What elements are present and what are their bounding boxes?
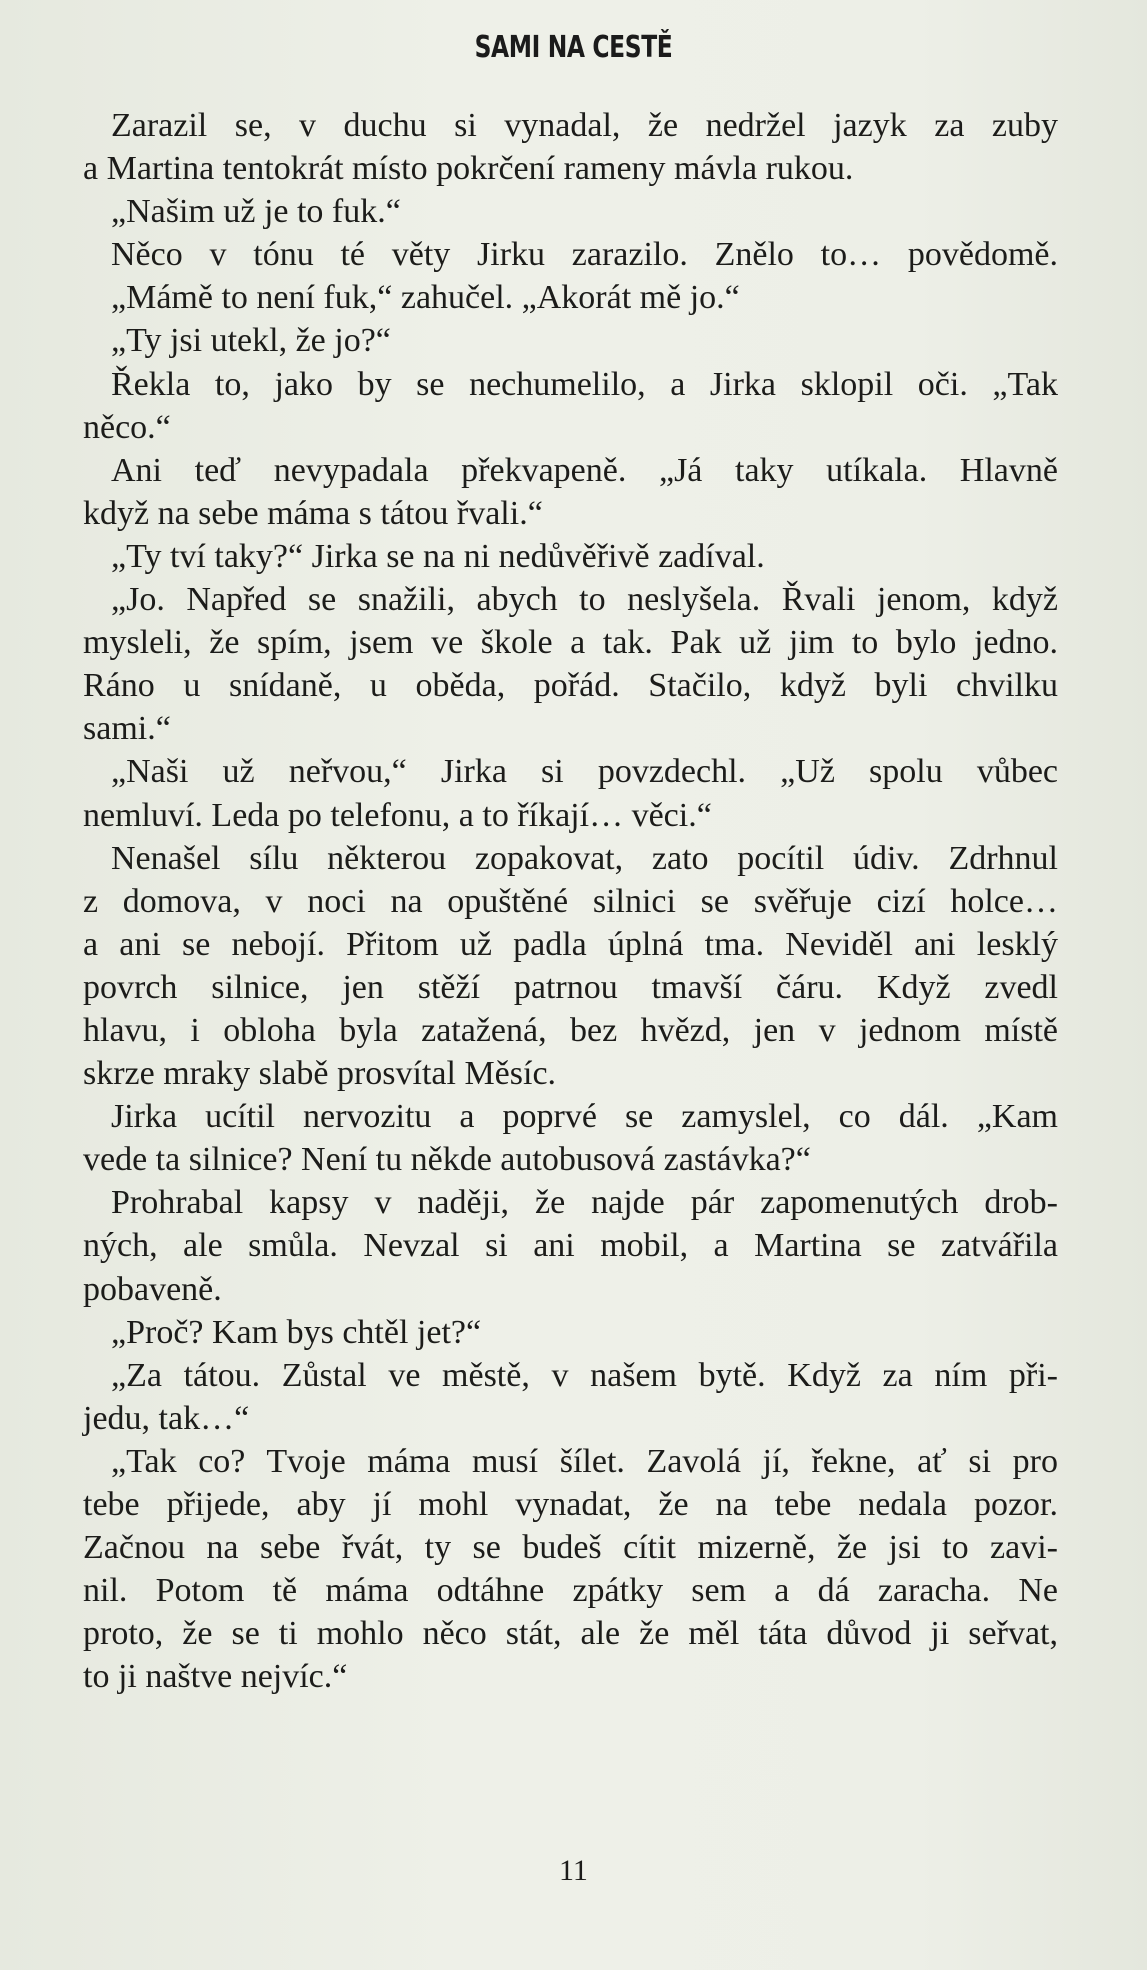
text-line: Ráno u snídaně, u oběda, pořád. Stačilo, když byli chvilku <box>83 667 1058 705</box>
text-line: a ani se nebojí. Přitom už padla úplná tma. Neviděl ani lesklý <box>83 925 1058 963</box>
text-line: mysleli, že spím, jsem ve škole a tak. Pak už jim to bylo jedno. <box>83 624 1058 662</box>
text-line: sami.“ <box>83 710 171 748</box>
text-line: „Za tátou. Zůstal ve městě, v našem bytě. Když za ním při- <box>111 1356 1058 1394</box>
text-line: Prohrabal kapsy v naději, že najde pár zapomenutých drob- <box>111 1184 1058 1222</box>
text-line: „Mámě to není fuk,“ zahučel. „Akorát mě jo.“ <box>111 279 740 317</box>
text-line: Řekla to, jako by se nechumelilo, a Jirka sklopil oči. „Tak <box>111 365 1058 403</box>
text-line: a Martina tentokrát místo pokrčení rameny mávla rukou. <box>83 150 854 188</box>
text-line: pobaveně. <box>83 1270 222 1308</box>
text-line: Zarazil se, v duchu si vynadal, že nedržel jazyk za zuby <box>111 107 1058 144</box>
body-text <box>83 104 1058 1698</box>
page-number: 11 <box>559 1854 588 1887</box>
text-line: „Tak co? Tvoje máma musí šílet. Zavolá jí, řekne, ať si pro <box>111 1442 1058 1480</box>
running-head: SAMI NA CESTĚ <box>474 30 673 65</box>
text-line: Něco v tónu té věty Jirku zarazilo. Znělo to… povědomě. <box>111 236 1058 274</box>
text-line: jedu, tak…“ <box>83 1399 250 1437</box>
text-line: „Proč? Kam bys chtěl jet?“ <box>111 1313 482 1351</box>
text-line: něco.“ <box>83 408 171 446</box>
text-line: proto, že se ti mohlo něco stát, ale že měl táta důvod ji seřvat, <box>83 1615 1058 1653</box>
text-line: z domova, v noci na opuštěné silnici se svěřuje cizí holce… <box>83 882 1058 920</box>
text-line: když na sebe máma s tátou řvali.“ <box>83 494 543 532</box>
text-line: skrze mraky slabě prosvítal Měsíc. <box>83 1055 557 1093</box>
text-line: „Ty tví taky?“ Jirka se na ni nedůvěřivě zadíval. <box>111 537 765 575</box>
text-line: povrch silnice, jen stěží patrnou tmavší čáru. Když zvedl <box>83 968 1058 1006</box>
text-line: Začnou na sebe řvát, ty se budeš cítit mizerně, že jsi to zavi- <box>83 1529 1058 1567</box>
text-line: „Našim už je to fuk.“ <box>111 193 401 231</box>
text-line: „Jo. Napřed se snažili, abych to neslyšela. Řvali jenom, když <box>111 581 1058 619</box>
text-line: Ani teď nevypadala překvapeně. „Já taky utíkala. Hlavně <box>111 451 1058 489</box>
text-line: hlavu, i obloha byla zatažená, bez hvězd, jen v jednom místě <box>83 1011 1058 1049</box>
text-line: vede ta silnice? Není tu někde autobusová zastávka?“ <box>83 1141 811 1179</box>
text-line: Nenašel sílu některou zopakovat, zato pocítil údiv. Zdrhnul <box>111 839 1058 877</box>
text-line: nemluví. Leda po telefonu, a to říkají… věci.“ <box>83 796 712 834</box>
text-line: to ji naštve nejvíc.“ <box>83 1658 348 1696</box>
text-line: Jirka ucítil nervozitu a poprvé se zamyslel, co dál. „Kam <box>111 1098 1058 1136</box>
text-line: „Ty jsi utekl, že jo?“ <box>111 322 391 360</box>
text-line: „Naši už neřvou,“ Jirka si povzdechl. „Už spolu vůbec <box>111 753 1058 791</box>
text-line: ných, ale smůla. Nevzal si ani mobil, a Martina se zatvářila <box>83 1227 1058 1265</box>
text-line: nil. Potom tě máma odtáhne zpátky sem a dá zaracha. Ne <box>83 1572 1058 1610</box>
text-line: tebe přijede, aby jí mohl vynadat, že na tebe nedala pozor. <box>83 1486 1058 1523</box>
